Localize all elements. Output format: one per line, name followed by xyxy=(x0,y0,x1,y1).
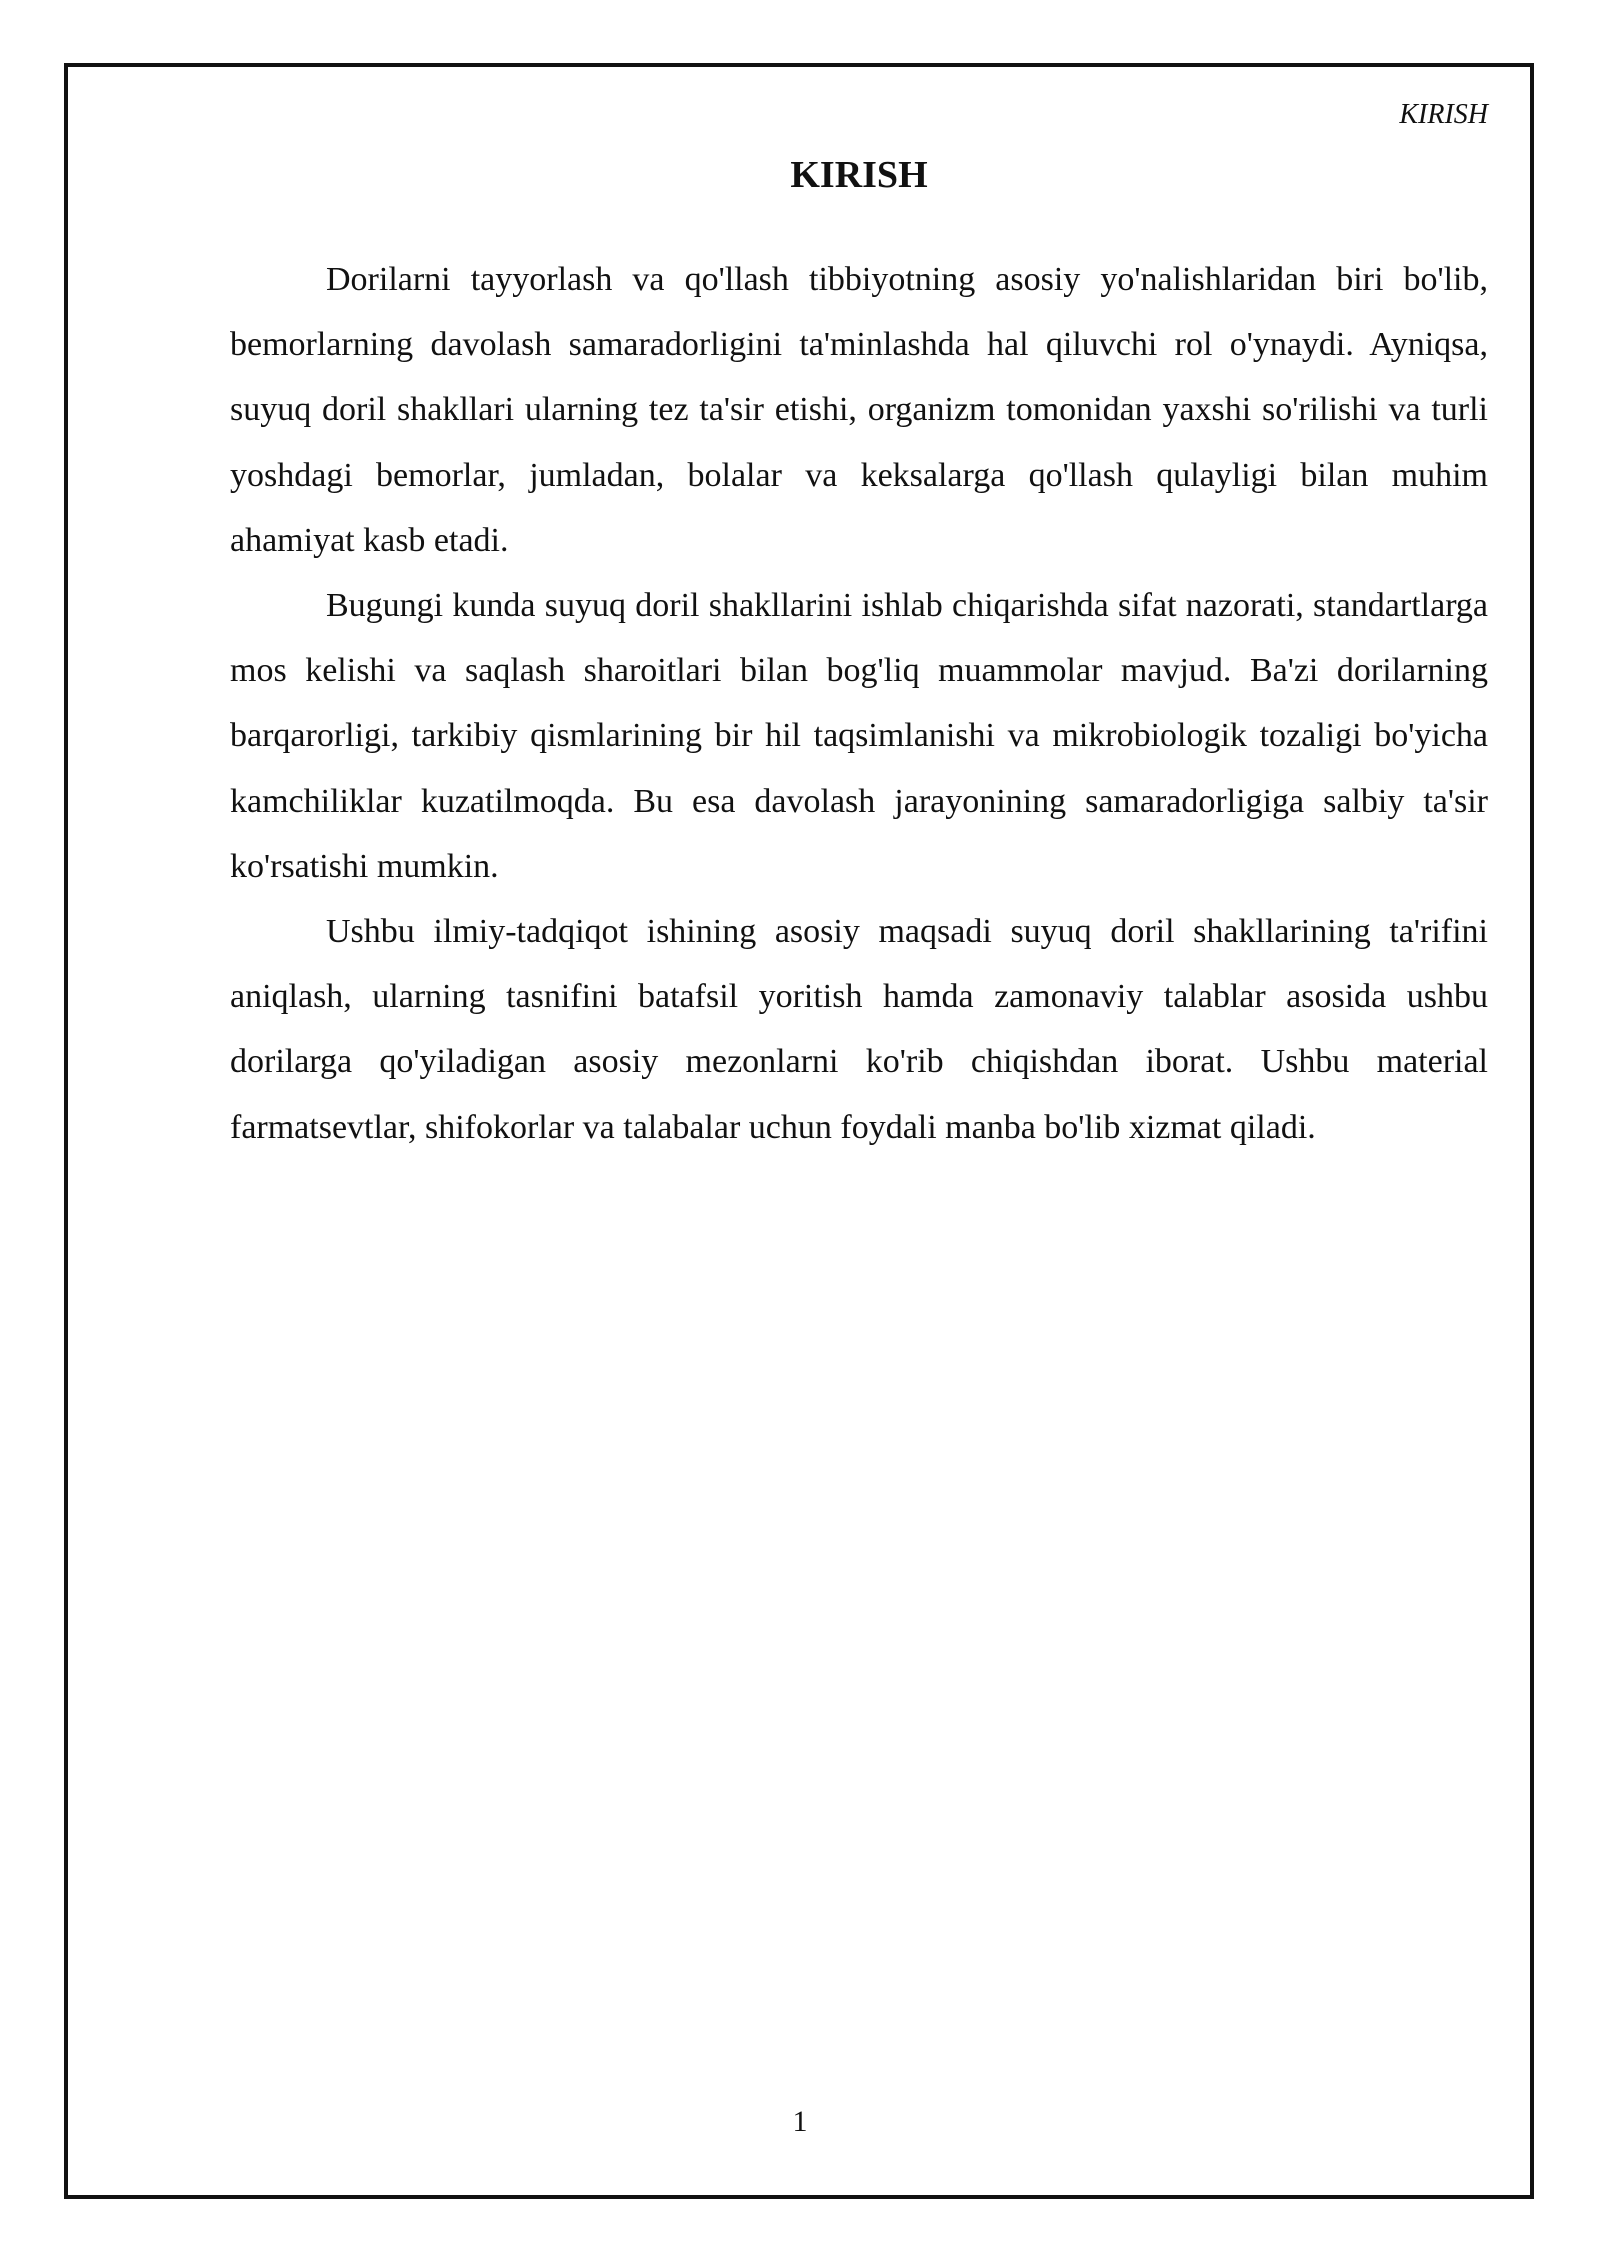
paragraph-1: Dorilarni tayyorlash va qo'llash tibbiyotning asosiy yo'nalishlaridan biri bo'lib, bemorlarning davolash samaradorligini ta'minlashda hal qiluvchi rol o'ynaydi. Ayniqsa, suyuq doril shakllari ularning tez ta'sir etishi, organizm tomonidan yaxshi so'rilishi va turli yoshdagi bemorlar, jumladan, bolalar va keksalarga qo'llash qulayligi bilan muhim ahamiyat kasb etadi. xyxy=(230,261,1488,559)
paragraph-2: Bugungi kunda suyuq doril shakllarini ishlab chiqarishda sifat nazorati, standartlarga mos kelishi va saqlash sharoitlari bilan bog'liq muammolar mavjud. Ba'zi dorilarning barqarorligi, tarkibiy qismlarining bir hil taqsimlanishi va mikrobiologik tozaligi bo'yicha kamchiliklar kuzatilmoqda. Bu esa davolash jarayonining samaradorligiga salbiy ta'sir ko'rsatishi mumkin. xyxy=(230,587,1488,885)
paragraph-3: Ushbu ilmiy-tadqiqot ishining asosiy maqsadi suyuq doril shakllarining ta'rifini aniqlash, ularning tasnifini batafsil yoritish hamda zamonaviy talablar asosida ushbu dorilarga qo'yiladigan asosiy mezonlarni ko'rib chiqishdan iborat. Ushbu material farmatsevtlar, shifokorlar va talabalar uchun foydali manba bo'lib xizmat qiladi. xyxy=(230,913,1488,1146)
running-header: KIRISH xyxy=(1399,99,1488,130)
page-number: 1 xyxy=(792,2105,808,2138)
page-title: KIRISH xyxy=(790,154,928,196)
body-text xyxy=(230,247,1488,1160)
